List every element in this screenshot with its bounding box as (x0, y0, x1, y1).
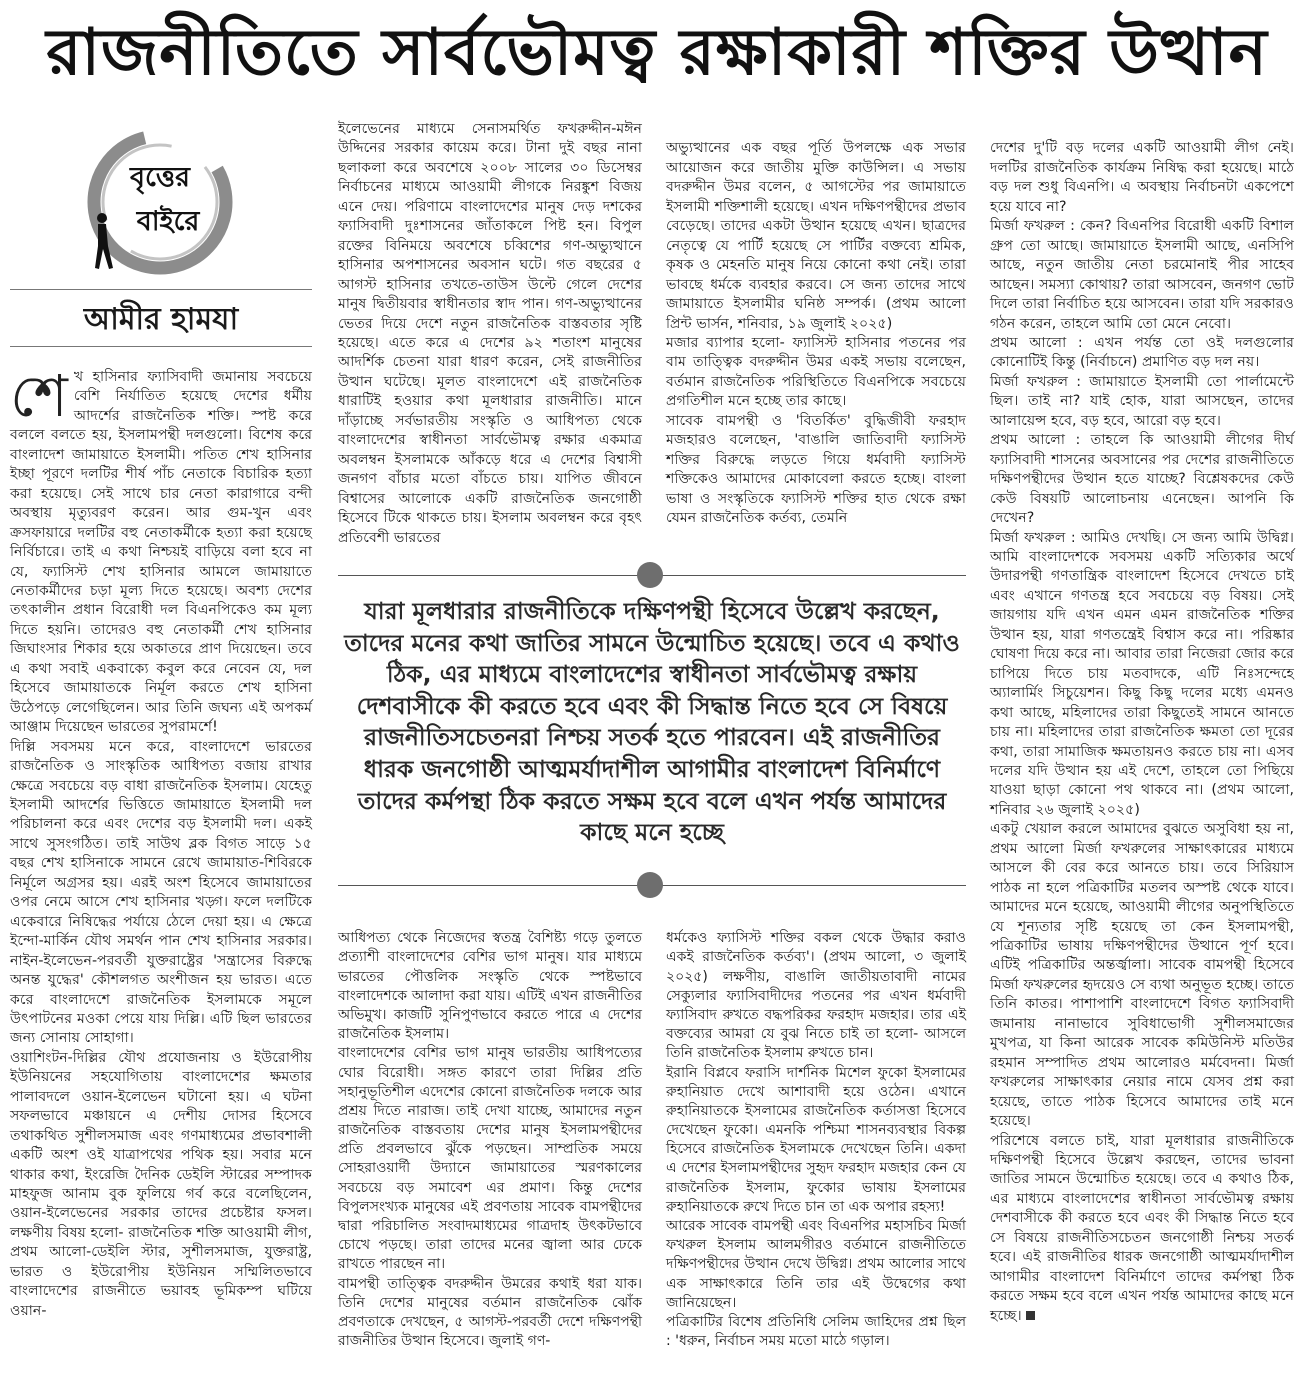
column-logo-line1: বৃত্তের (129, 162, 191, 193)
column-logo (10, 118, 312, 290)
column-2-top (338, 120, 642, 550)
column-3-bottom (666, 910, 966, 1373)
paragraph-text: খ হাসিনার ফ্যাসিবাদী জমানায় সবচেয়ে বেশি নির্যাতিত হয়েছে দেশের ধর্মীয় আদর্শের রাজনৈতিক শক্তি। স্পষ্ট করে বললে বলতে হয়, ইসলামপন্থী দলগুলো। বিশেষ করে বাংলাদেশ জামায়াতে ইসলামী। পতিত শেখ হাসিনার ইচ্ছা পূরণে দলটির শীর্ষ পাঁচ নেতাকে বিচারিক হত্যা করা হয়েছে। সেই সাথে চার নেতা কারাগারে বন্দী অবস্থায় মৃত্যুবরণ করেন। আর গুম-খুন এবং ক্রসফায়ারে দলটির বহু নেতাকর্মীকে হত্যা করা হয়েছে নির্বিচারে। তাই এ কথা নিশ্চয়ই বাড়িয়ে বলা হবে না যে, ফ্যাসিস্ট শেখ হাসিনার আমলে জামায়াতে নেতাকর্মীদের চড়া মূল্য দিতে হয়েছে। অবশ্য দেশের তৎকালীন প্রধান বিরোধী দল বিএনপিকেও কম মূল্য দিতে হয়নি। তাদেরও বহু নেতাকর্মী শেখ হাসিনার জিঘাংসার শিকার হয়ে অকাতরে প্রাণ দিয়েছেন। তবে এ কথা সবাই একবাক্যে কবুল করে নেবেন যে, দল হিসেবে জামায়াতকে নির্মূল করতে শেখ হাসিনা উঠেপড়ে লেগেছিলেন। আর তিনি জঘন্য এই অপকর্ম আঞ্জাম দিয়েছেন ভারতের সুপরামর্শে! (10, 369, 312, 736)
pullquote: যারা মূলধারার রাজনীতিকে দক্ষিণপন্থী হিসেবে উল্লেখ করছেন, তাদের মনের কথা জাতির সামনে উন্মোচিত হয়েছে। তবে এ কথাও ঠিক, এর মাধ্যমে বাংলাদেশের স্বাধীনতা সার্বভৌমত্ব রক্ষায় দেশবাসীকে কী করতে হবে এবং কী সিদ্ধান্ত নিতে হবে সে বিষয়ে রাজনীতিসচেতনরা নিশ্চয় সতর্ক হতে পারবেন। এই রাজনীতির ধারক জনগোষ্ঠী আত্মমর্যাদাশীল আগামীর বাংলাদেশ বিনির্মাণে তাদের কর্মপন্থা ঠিক করতে সক্ষম হবে বলে এখন পর্যন্ত আমাদের কাছে মনে হচ্ছে (344, 597, 960, 847)
column-4 (990, 120, 1294, 1373)
headline: রাজনীতিতে সার্বভৌমত্ব রক্ষাকারী শক্তির উত্থান (46, 16, 1268, 90)
column-2-bottom (338, 910, 642, 1373)
end-mark-icon (1026, 1311, 1035, 1320)
article-paragraph: অভ্যুত্থানের এক বছর পূর্তি উপলক্ষে এক সভার আয়োজন করে জাতীয় মুক্তি কাউন্সিল। এ সভায় বদরুদ্দীন উমর বলেন, ৫ আগস্টের পর জামায়াতে ইসলামী শক্তিশালী হয়েছে। এখন দক্ষিণপন্থীদের প্রভাব বেড়েছে। তাদের একটা উত্থান হয়েছে এখন। ছাত্রদের নেতৃত্বে যে পার্টি হয়েছে সে পার্টির বক্তব্যে শ্রমিক, কৃষক ও মেহনতি মানুষ নিয়ে কোনো কথা নেই। তারা ভাবছে ধর্মকে ব্যবহার করবে। সে জন্য তাদের সাথে জামায়াতে ইসলামীর ঘনিষ্ঠ সম্পর্ক। (প্রথম আলো প্রিন্ট ভার্সন, শনিবার, ১৯ জুলাই ২০২৫) মজার ব্যাপার হলো- ফ্যাসিস্ট হাসিনার পতনের পর বাম তাত্ত্বিক বদরুদ্দীন উমর একই সভায় বলেছেন, বর্তমান রাজনৈতিক পরিস্থিতিতে বিএনপিকে সবচেয়ে প্রগতিশীল মনে হচ্ছে তার কাছে। সাবেক বামপন্থী ও 'বিতর্কিত' বুদ্ধিজীবী ফরহাদ মজহারও বলেছেন, 'বাঙালি জাতিবাদী ফ্যাসিস্ট শক্তির বিরুদ্ধে লড়তে গিয়ে ধর্মবাদী ফ্যাসিস্ট শক্তিকেও আমাদের মোকাবেলা করতে হচ্ছে। বাংলা ভাষা ও সংস্কৃতিকে ফ্যাসিস্ট শক্তির হাত থেকে রক্ষা যেমন রাজনৈতিক কর্তব্য, তেমনি (666, 140, 966, 527)
article-paragraph: আধিপত্য থেকে নিজেদের স্বতন্ত্র বৈশিষ্ট্য গড়ে তুলতে প্রত্যাশী বাংলাদেশের বেশির ভাগ মানুষ। যার মাধ্যমে ভারতের পৌত্তলিক সংস্কৃতি থেকে স্পষ্টভাবে বাংলাদেশকে আলাদা করা যায়। এটিই এখন রাজনীতির অভিমুখ। কাজটি সুনিপুণভাবে করতে পারে এ দেশের রাজনৈতিক ইসলাম। বাংলাদেশের বেশির ভাগ মানুষ ভারতীয় আধিপত্যের ঘোর বিরোধী। সঙ্গত কারণে তারা দিল্লির প্রতি সহানুভূতিশীল এদেশের কোনো রাজনৈতিক দলকে আর প্রশ্রয় দিতে নারাজ। তাই দেখা যাচ্ছে, আমাদের নতুন রাজনৈতিক বাস্তবতায় দেশের মানুষ ইসলামপন্থীদের প্রতি প্রবলভাবে ঝুঁকে পড়ছেন। সাম্প্রতিক সময়ে সোহরাওয়ার্দী উদ্যানে জামায়াতের স্মরণকালের সবচেয়ে বড় সমাবেশ এর প্রমাণ। কিন্তু দেশের বিপুলসংখ্যক মানুষের এই প্রবণতায় সাবেক বামপন্থীদের দ্বারা পরিচালিত সংবাদমাধ্যমের গাত্রদাহ উৎকটভাবে চোখে পড়ছে। তারা তাদের মনের জ্বালা আর ঢেকে রাখতে পারছেন না। বামপন্থী তাত্ত্বিক বদরুদ্দীন উমরের কথাই ধরা যাক। তিনি দেশের মানুষের বর্তমান রাজনৈতিক ঝোঁক প্রবণতাকে দেখছেন, ৫ আগস্ট-পরবর্তী দেশে দক্ষিণপন্থী রাজনীতির উত্থান হিসেবে। জুলাই গণ- (338, 930, 642, 1350)
column-3-top (666, 120, 966, 550)
byline-rule-top (10, 289, 312, 290)
column-logo-graphic (10, 118, 312, 290)
paragraph-text: দেশের দু'টি বড় দলের একটি আওয়ামী লীগ নেই। দলটির রাজনৈতিক কার্যক্রম নিষিদ্ধ করা হয়েছে। মাঠে বড় দল শুধু বিএনপি। এ অবস্থায় নির্বাচনটা একপেশে হয়ে যাবে না? মির্জা ফখরুল : কেন? বিএনপির বিরোধী একটি বিশাল গ্রুপ তো আছে। জামায়াতে ইসলামী আছে, এনসিপি আছে, নতুন জাতীয় নেতা চরমোনাই পীর সাহেব আছেন। সমস্যা কোথায়? তারা আসবেন, জনগণ ভোট দিলে তারা নির্বাচিত হয়ে আসবেন। তারা যদি সরকারও গঠন করেন, তাহলে আমি তো মেনে নেবো। প্রথম আলো : এখন পর্যন্ত তো ওই দলগুলোর কোনোটিই কিন্তু (নির্বাচনে) প্রমাণিত বড় দল নয়। মির্জা ফখরুল : জামায়াতে ইসলামী তো পার্লামেন্টে ছিল। তাই না? যাই হোক, যারা আসছেন, তাদের আলায়েন্স হবে, বড় হবে, আরো বড় হবে। প্রথম আলো : তাহলে কি আওয়ামী লীগের দীর্ঘ ফ্যাসিবাদী শাসনের অবসানের পর দেশের রাজনীতিতে দক্ষিণপন্থীদের উত্থান হতে যাচ্ছে? বিশ্লেষকদের কেউ কেউ বিষয়টি আলোচনায় এনেছেন। আপনি কি দেখেন? মির্জা ফখরুল : আমিও দেখছি। সে জন্য আমি উদ্বিগ্ন। আমি বাংলাদেশকে সবসময় একটি সত্যিকার অর্থে উদারপন্থী গণতান্ত্রিক বাংলাদেশ হিসেবে দেখতে চাই এবং এখানে গণতন্ত্র হবে সবচেয়ে বড় বিষয়। সেই জায়গায় যদি এখন এমন এমন রাজনৈতিক শক্তির উত্থান হয়, যারা গণতন্ত্রেই বিশ্বাস করে না। পরিষ্কার ঘোষণা দিয়ে করে না। আবার তারা নিজেরা জোর করে চাপিয়ে দিতে চায় মতবাদকে, এটি নিঃসন্দেহে অ্যালার্মিং সিচুয়েশন। কিছু কিছু দলের মধ্যে এমনও কথা আছে, মহিলাদের তারা কিছুতেই সামনে আনতে চায় না। মহিলাদের তারা রাজনৈতিক ক্ষমতা তো দূরের কথা, তারা সামাজিক ক্ষমতায়নও করতে চায় না। এসব দলের যদি উত্থান হয় এই দেশে, তাহলে তো পিছিয়ে যাওয়া ছাড়া কোনো পথ থাকবে না। (প্রথম আলো, শনিবার ২৬ জুলাই ২০২৫) একটু খেয়াল করলে আমাদের বুঝতে অসুবিধা হয় না, প্রথম আলো মির্জা ফখরুলের সাক্ষাৎকারের মাধ্যমে আসলে কী বের করে আনতে চায়। তবে সিরিয়াস পাঠক না হলে পত্রিকাটির মতলব অস্পষ্ট থেকে যাবে। আমাদের মনে হয়েছে, আওয়ামী লীগের অনুপস্থিতিতে যে শূন্যতার সৃষ্টি হয়েছে তা কেন ইসলামপন্থী, পত্রিকাটির ভাষায় দক্ষিণপন্থীদের উত্থানে পূর্ণ হবে। এটিই পত্রিকাটির অন্তর্জ্বালা। সাবেক বামপন্থী হিসেবে মির্জা ফখরুলের হৃদয়েও সে ব্যথা অনুভূত হচ্ছে। তাতে তিনি কাতর। পাশাপাশি বাংলাদেশে বিগত ফ্যাসিবাদী জমানায় নানাভাবে সুবিধাভোগী সুশীলসমাজের মুখপত্র, যা কিনা আরেক সাবেক কমিউনিস্ট মতিউর রহমান সম্পাদিত প্রথম আলোরও মর্মবেদনা। মির্জা ফখরুলের সাক্ষাৎকার নেয়ার নামে যেসব প্রশ্ন করা হয়েছে, তাতে পাঠক হিসেবে আমাদের তাই মনে হয়েছে। পরিশেষে বলতে চাই, যারা মূলধারার রাজনীতিকে দক্ষিণপন্থী হিসেবে উল্লেখ করছেন, তাদের ভাবনা জাতির সামনে উন্মোচিত হয়েছে। তবে এ কথাও ঠিক, এর মাধ্যমে বাংলাদেশের স্বাধীনতা সার্বভৌমত্ব রক্ষায় দেশবাসীকে কী করতে হবে এবং কী সিদ্ধান্ত নিতে হবে সে বিষয়ে রাজনীতিসচেতন জনগোষ্ঠী নিশ্চয় সতর্ক হবে। এই রাজনীতির ধারক জনগোষ্ঠী আত্মমর্যাদাশীল আগামীর বাংলাদেশ বিনির্মাণে তাদের কর্মপন্থা ঠিক করতে সক্ষম হবে বলে এখন পর্যন্ত আমাদের কাছে মনে হচ্ছে। (990, 140, 1294, 1324)
article-paragraph (10, 362, 312, 738)
article-paragraph: ধর্মকেও ফ্যাসিস্ট শক্তির বকল থেকে উদ্ধার করাও একই রাজনৈতিক কর্তব্য'। (প্রথম আলো, ৩ জুলাই ২০২৫) লক্ষণীয়, বাঙালি জাতীয়তাবাদী নামের সেক্যুলার ফ্যাসিবাদীদের পতনের পর এখন ধর্মবাদী ফ্যাসিবাদ রুখতে বদ্ধপরিকর ফরহাদ মজহার। তার এই বক্তব্যের আমরা যে বুঝ নিতে চাই তা হলো- আসলে তিনি রাজনৈতিক ইসলাম রুখতে চান। ইরানি বিপ্লবে ফরাসি দার্শনিক মিশেল ফুকো ইসলামের রুহানিয়াত দেখে আশাবাদী হয়ে ওঠেন। এখানে রুহানিয়াতকে ইসলামের রাজনৈতিক কর্তাসত্তা হিসেবে দেখেছেন ফুকো। এমনকি পশ্চিমা শাসনব্যবস্থার বিকল্প হিসেবে রাজনৈতিক ইসলামকে দেখেছেন তিনি। একদা এ দেশের ইসলামপন্থীদের সুহৃদ ফরহাদ মজহার কেন যে রাজনৈতিক ইসলাম, ফুকোর ভাষায় ইসলামের রুহানিয়াতকে রুখে দিতে চান তা এক অপার রহস্য! আরেক সাবেক বামপন্থী এবং বিএনপির মহাসচিব মির্জা ফখরুল ইসলাম আলমগীরও বর্তমানে রাজনীতিতে দক্ষিণপন্থীদের উত্থান দেখে উদ্বিগ্ন। প্রথম আলোর সাথে এক সাক্ষাৎকারে তিনি তার এই উদ্বেগের কথা জানিয়েছেন। পত্রিকাটির বিশেষ প্রতিনিধি সেলিম জাহিদের প্রশ্ন ছিল : 'ধরুন, নির্বাচন সময় মতো মাঠে গড়াল। (666, 930, 966, 1350)
pullquote-dot-top (637, 562, 663, 588)
article-paragraph: ইলেভেনের মাধ্যমে সেনাসমর্থিত ফখরুদ্দীন-মঈন উদ্দিনের সরকার কায়েম করে। টানা দুই বছর নানা ছলাকলা করে অবশেষে ২০০৮ সালের ৩০ ডিসেম্বর নির্বাচনের মাধ্যমে আওয়ামী লীগকে নিরঙ্কুশ বিজয় এনে দেয়। পরিণামে বাংলাদেশের মানুষ দেড় দশকের ফ্যাসিবাদী দুঃশাসনের জাঁতাকলে পিষ্ট হন। বিপুল রক্তের বিনিময়ে অবশেষে চব্বিশের গণ-অভ্যুত্থানে হাসিনার অপশাসনের অবসান ঘটে। গত বছরের ৫ আগস্ট হাসিনার তখতে-তাউস উল্টে গেলে দেশের মানুষ দ্বিতীয়বার স্বাধীনতার স্বাদ পান। গণ-অভ্যুত্থানের ভেতর দিয়ে দেশে নতুন রাজনৈতিক বাস্তবতার সৃষ্টি হয়েছে। এতে করে এ দেশের ৯২ শতাংশ মানুষের আদর্শিক চেতনা যারা ধারণ করেন, সেই রাজনীতির উত্থান ঘটেছে। মূলত বাংলাদেশে এই রাজনৈতিক ধারাটিই হওয়ার কথা মূলধারার রাজনীতি। মানে দাঁড়াচ্ছে সর্বভারতীয় সংস্কৃতি ও আধিপত্য থেকে বাংলাদেশের স্বাধীনতা সার্বভৌমত্ব রক্ষার একমাত্র অবলম্বন ইসলামকে আঁকড়ে ধরে এ দেশের বিশ্বাসী জনগণ বাঁচার মতো বাঁচতে চায়। যাপিত জীবনে বিশ্বাসের আলোকে একটি রাজনৈতিক জনগোষ্ঠী হিসেবে টিকে থাকতে চায়। ইসলাম অবলম্বন করে বৃহৎ প্রতিবেশী ভারতের (338, 121, 642, 546)
author-name: আমীর হামযা (83, 302, 239, 337)
pullquote-dot-bottom (637, 872, 663, 898)
article-paragraph (990, 139, 1294, 1326)
article-paragraph: দিল্লি সবসময় মনে করে, বাংলাদেশে ভারতের রাজনৈতিক ও সাংস্কৃতিক আধিপত্য বজায় রাখার ক্ষেত্রে সবচেয়ে বড় বাধা রাজনৈতিক ইসলাম। যেহেতু ইসলামী আদর্শের ভিত্তিতে জামায়াতে ইসলামী দল পরিচালনা করে এবং দেশের বড় ইসলামী দল। একই সাথে সুসংগঠিত। তাই সাউথ ব্লক বিগত সাড়ে ১৫ বছর শেখ হাসিনাকে সামনে রেখে জামায়াত-শিবিরকে নির্মূলে অগ্রসর হয়। এরই অংশ হিসেবে জামায়াতের ওপর নেমে আসে শেখ হাসিনার খড়্গ। ফলে দলটিকে একেবারে নিষিদ্ধের পর্যায়ে ঠেলে দেয়া হয়। এ ক্ষেত্রে ইন্দো-মার্কিন যৌথ সমর্থন পান শেখ হাসিনার সরকার। নাইন-ইলেভেন-পরবর্তী যুক্তরাষ্ট্রের 'সন্ত্রাসের বিরুদ্ধে অনন্ত যুদ্ধের' কৌশলগত অংশীজন হয় ভারত। এতে করে বাংলাদেশে রাজনৈতিক ইসলামকে সমূলে উৎপাটনের মওকা পেয়ে যায় দিল্লি। এটি ছিল ভারতের জন্য সোনায় সোহাগা। (10, 738, 312, 1047)
column-1 (10, 362, 312, 1373)
article-paragraph: ওয়াশিংটন-দিল্লির যৌথ প্রযোজনায় ও ইউরোপীয় ইউনিয়নের সহযোগিতায় বাংলাদেশের ক্ষমতার পালাবদলে ওয়ান-ইলেভেন ঘটানো হয়। এ ঘটনা সফলভাবে মঞ্চায়নে এ দেশীয় দোসর হিসেবে তথাকথিত সুশীলসমাজ এবং গণমাধ্যমের প্রভাবশালী একটি অংশ ওই যাত্রাপথের পথিক হয়। সবার মনে থাকার কথা, ইংরেজি দৈনিক ডেইলি স্টারের সম্পাদক মাহফুজ আনাম বুক ফুলিয়ে গর্ব করে বলেছিলেন, ওয়ান-ইলেভেনের সরকার তাদের প্রচেষ্টার ফসল। লক্ষণীয় বিষয় হলো- রাজনৈতিক শক্তি আওয়ামী লীগ, প্রথম আলো-ডেইলি স্টার, সুশীলসমাজ, যুক্তরাষ্ট্র, ভারত ও ইউরোপীয় ইউনিয়ন সম্মিলিতভাবে বাংলাদেশের রাজনীতে ভয়াবহ ভূমিকম্প ঘটিয়ে ওয়ান- (10, 1049, 312, 1319)
byline-rule-bottom (10, 346, 312, 347)
column-logo-line2: বাইরে (136, 206, 200, 237)
drop-cap: শে (10, 362, 68, 430)
